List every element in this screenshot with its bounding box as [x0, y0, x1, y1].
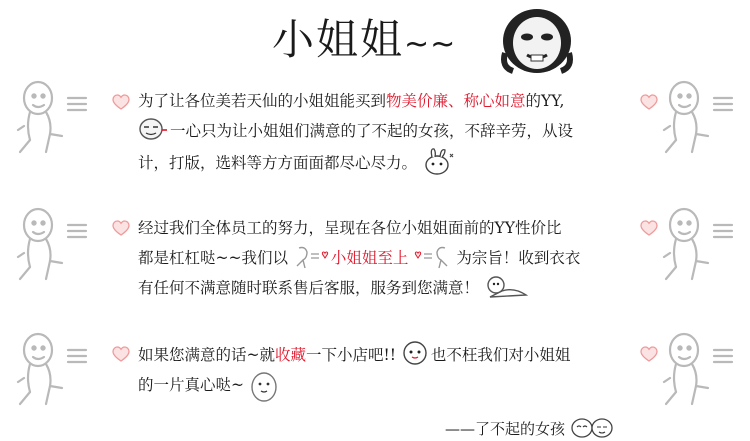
- doodle-person-icon: [16, 330, 96, 410]
- highlight-text: 小姐姐至上: [330, 249, 409, 267]
- heart-icon: [112, 346, 130, 362]
- paragraph-2: 经过我们全体员工的努力，呈现在各位小姐姐面前的YY性价比 都是杠杠哒~~我们以 小姐姐至上 为宗旨！收到衣衣 有任何不满意随时联系售后客服，服务到您满意！: [138, 213, 580, 303]
- doodle-person-icon: [662, 205, 742, 285]
- blob-face-icon: [401, 340, 431, 368]
- title-main: 小姐姐: [272, 15, 405, 64]
- heart-icon: [112, 220, 130, 236]
- doodle-person-icon: [16, 205, 96, 285]
- panda-meme-icon: [499, 3, 575, 75]
- doodle-figure-icon: [413, 244, 451, 270]
- doodle-person-icon: [662, 330, 742, 410]
- heart-icon: [640, 94, 658, 110]
- bunny-icon: [422, 146, 456, 176]
- signature: ——了不起的女孩: [445, 417, 614, 439]
- lying-figure-icon: [484, 273, 528, 301]
- heart-icon: [112, 94, 130, 110]
- highlight-text: 收藏: [275, 346, 307, 364]
- heart-icon: [640, 220, 658, 236]
- doodle-person-icon: [662, 78, 742, 158]
- paragraph-1: 为了让各位美若天仙的小姐姐能买到物美价廉、称心如意的YY, 一心只为让小姐姐们满意的了不起的女孩，不辞辛劳，从设 计，打版，选料等方方面面都尽心尽力。: [138, 86, 573, 178]
- heart-icon: [640, 346, 658, 362]
- highlight-text: 物美价廉、称心如意: [386, 92, 526, 110]
- blob-face-icon: [249, 370, 279, 404]
- page-title: [272, 12, 456, 73]
- title-tilde: ~~: [404, 27, 457, 62]
- doodle-person-icon: [16, 78, 96, 158]
- faces-icon: [570, 417, 614, 439]
- paragraph-3: 如果您满意的话~就收藏一下小店吧!! 也不枉我们对小姐姐 的一片真心哒~: [138, 340, 570, 404]
- smirk-face-icon: [138, 118, 168, 140]
- doodle-figure-icon: [293, 244, 331, 270]
